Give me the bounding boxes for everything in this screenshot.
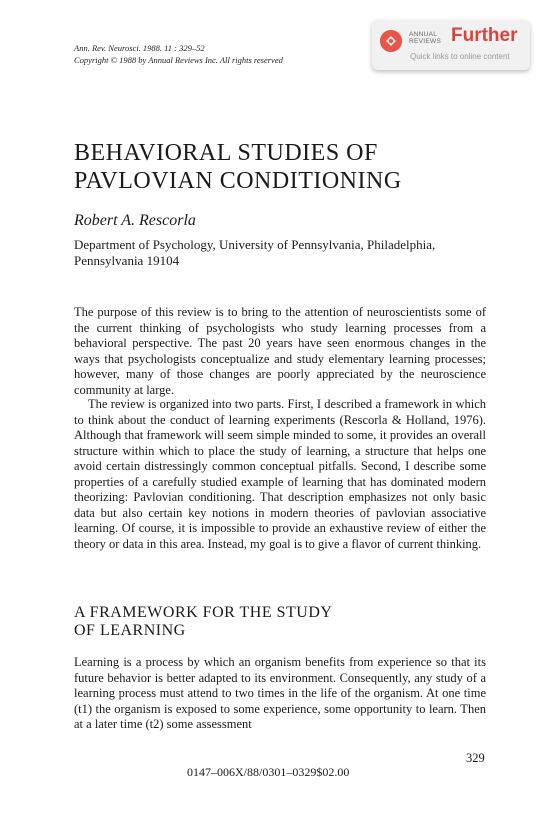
annual-reviews-logo-icon xyxy=(380,30,402,52)
section-heading: A FRAMEWORK FOR THE STUDY OF LEARNING xyxy=(74,604,333,639)
overview-paragraph: The review is organized into two parts. First, I described a framework in which to think about the conduct of learning experiments (Rescorla & Holland, 1976). Although that framework will seem simple minded to some, it provides an overall structure within which to place the study of learning, a structure that helps one avoid certain distressingly common conceptual pitfalls. Second, I describe some properties of a carefully studied example of learning that has dominated modern theorizing: Pavlovian conditioning. That description emphasizes not only basic data but also certain key notions in modern theories of pavlovian associative learning. Of course, it is impossible to provide an exhaustive review of either the theory or data in this area. Instead, my goal is to give a flavor of current thinking. xyxy=(74,397,486,551)
article-title: BEHAVIORAL STUDIES OF PAVLOVIAN CONDITIONING xyxy=(74,140,402,194)
page-number: 329 xyxy=(466,751,485,765)
author-affiliation: Department of Psychology, University of Pennsylvania, Philadelphia, Pennsylvania 19104 xyxy=(74,237,436,268)
journal-citation xyxy=(74,42,283,66)
further-links-badge[interactable] xyxy=(372,20,530,70)
section-paragraph: Learning is a process by which an organism benefits from experience so that its future behavior is better adapted to its environment. Consequently, any study of a learning process must attend to two times in the life of the organism. At one time (t1) the organism is exposed to some experience, some opportunity to learn. Then at a later time (t2) some assessment xyxy=(74,655,486,731)
citation-line-2: Copyright © 1988 by Annual Reviews Inc. All rights reserved xyxy=(74,55,283,65)
further-label: Further xyxy=(451,25,518,46)
further-subtitle: Quick links to online content xyxy=(410,52,510,61)
citation-line-1: Ann. Rev. Neurosci. 1988. 11 : 329–52 xyxy=(74,43,205,53)
intro-paragraph: The purpose of this review is to bring to the attention of neuroscientists some of the current thinking of psychologists who study learning processes from a behavioral perspective. The past 20 years have seen enormous changes in the ways that psychologists conceptualize and study elementary learning processes; however, many of those changes are poorly appreciated by the neuroscience community at large. xyxy=(74,305,486,397)
annual-reviews-wordmark: ANNUAL REVIEWS xyxy=(409,31,442,45)
article-code: 0147–006X/88/0301–0329$02.00 xyxy=(187,765,350,779)
author-name: Robert A. Rescorla xyxy=(74,212,196,229)
